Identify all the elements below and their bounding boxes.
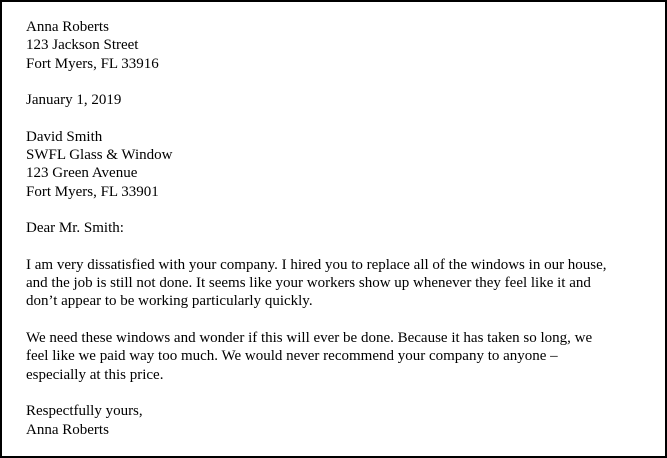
sender-address	[26, 18, 647, 73]
salutation-text: Dear Mr. Smith:	[26, 220, 124, 237]
sender-street: 123 Jackson Street	[26, 37, 139, 54]
recipient-address	[26, 128, 647, 201]
recipient-company: SWFL Glass & Window	[26, 147, 173, 164]
salutation	[26, 219, 647, 237]
recipient-street: 123 Green Avenue	[26, 165, 138, 182]
date-text: January 1, 2019	[26, 92, 122, 109]
signature-name: Anna Roberts	[26, 421, 109, 438]
recipient-name: David Smith	[26, 128, 103, 145]
paragraph-line: feel like we paid way too much. We would never recommend your company to anyone –	[26, 348, 558, 365]
sender-city-state-zip: Fort Myers, FL 33916	[26, 55, 159, 72]
closing-block	[26, 402, 647, 439]
paragraph-line: We need these windows and wonder if this will ever be done. Because it has taken so long, we	[26, 330, 593, 347]
paragraph-line: and the job is still not done. It seems like your workers show up whenever they feel like it and	[26, 275, 591, 292]
recipient-city-state-zip: Fort Myers, FL 33901	[26, 183, 159, 200]
paragraph-line: especially at this price.	[26, 366, 164, 383]
closing-text: Respectfully yours,	[26, 403, 143, 420]
body-paragraph-2	[26, 329, 648, 384]
body-paragraph-1	[26, 256, 648, 311]
paragraph-line: I am very dissatisfied with your company. I hired you to replace all of the windows in our house,	[26, 256, 607, 273]
sender-name: Anna Roberts	[26, 19, 109, 35]
paragraph-line: don’t appear to be working particularly quickly.	[26, 293, 313, 310]
letter-date	[26, 91, 647, 109]
